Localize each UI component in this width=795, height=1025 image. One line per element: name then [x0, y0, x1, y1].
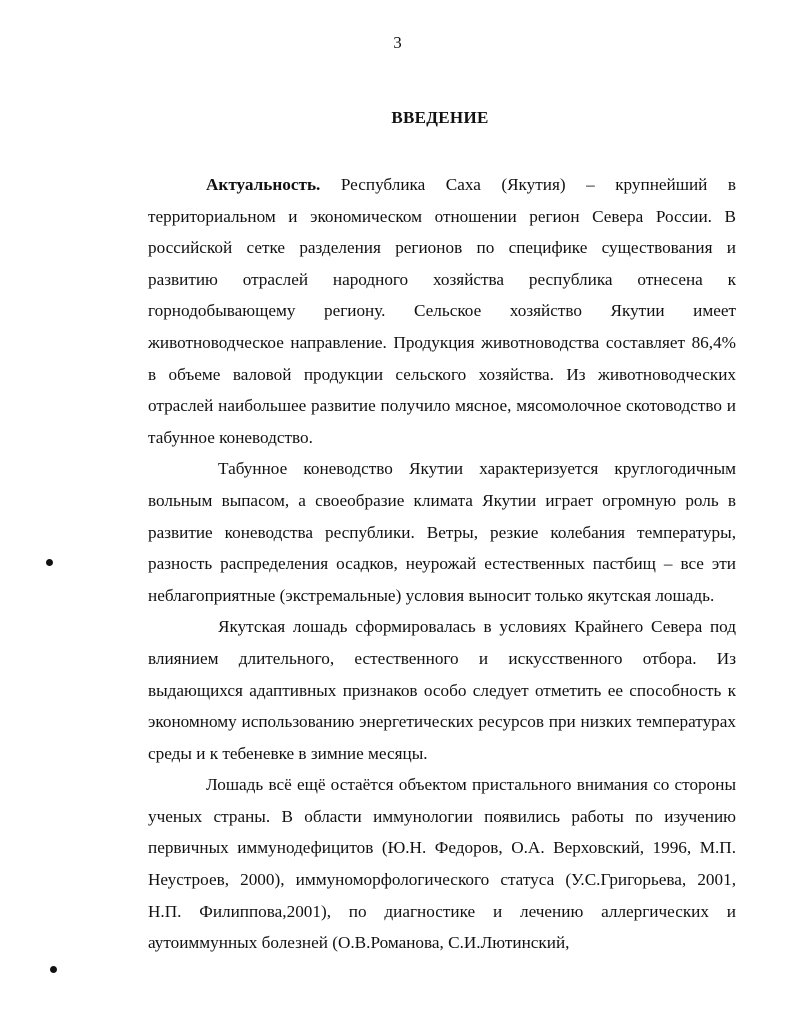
paragraph-yakut-horse: Якутская лошадь сформировалась в условиях Крайнего Севера под влиянием длительного, естественного и искусственного отбора. Из выдающихся адаптивных признаков особо следует отметить ее способность к экономному использованию энергетических ресурсов при низких температурах среды и к тебеневке в зимние месяцы.	[148, 617, 736, 763]
body-text	[148, 169, 736, 959]
paragraph-text: Республика Саха (Якутия) – крупнейший в территориальном и экономическом отношении регион Севера России. В российской сетке разделения регионов по специфике существования и развитию отраслей народного хозяйства республика отнесена к горнодобывающему региону. Сельское хозяйство Якутии имеет животноводческое направление. Продукция животноводства составляет 86,4% в объеме валовой продукции сельского хозяйства. Из животноводческих отраслей наибольшее развитие получило мясное, мясомолочное скотоводство и табунное коневодство.	[148, 175, 736, 447]
page-heading: ВВЕДЕНИЕ	[391, 108, 489, 127]
paragraph-lead: Актуальность.	[206, 175, 321, 194]
scan-mark-dot	[50, 966, 57, 973]
paragraph-research: Лошадь всё ещё остаётся объектом пристального внимания со стороны ученых страны. В области иммунологии появились работы по изучению первичных иммунодефицитов (Ю.Н. Федоров, О.А. Верховский, 1996, М.П. Неустроев, 2000), иммуноморфологического статуса (У.С.Григорьева, 2001, Н.П. Филиппова,2001), по диагностике и лечению аллергических и аутоиммунных болезней (О.В.Романова, С.И.Лютинский,	[148, 775, 736, 953]
paragraph-horse-breeding: Табунное коневодство Якутии характеризуется круглогодичным вольным выпасом, а своеобразие климата Якутии играет огромную роль в развитие коневодства республики. Ветры, резкие колебания температуры, разность распределения осадков, неурожай естественных пастбищ – все эти неблагоприятные (экстремальные) условия выносит только якутская лошадь.	[148, 459, 736, 605]
paragraph-relevance	[148, 169, 736, 453]
scan-mark-dot	[46, 559, 53, 566]
page-number: 3	[393, 33, 402, 52]
